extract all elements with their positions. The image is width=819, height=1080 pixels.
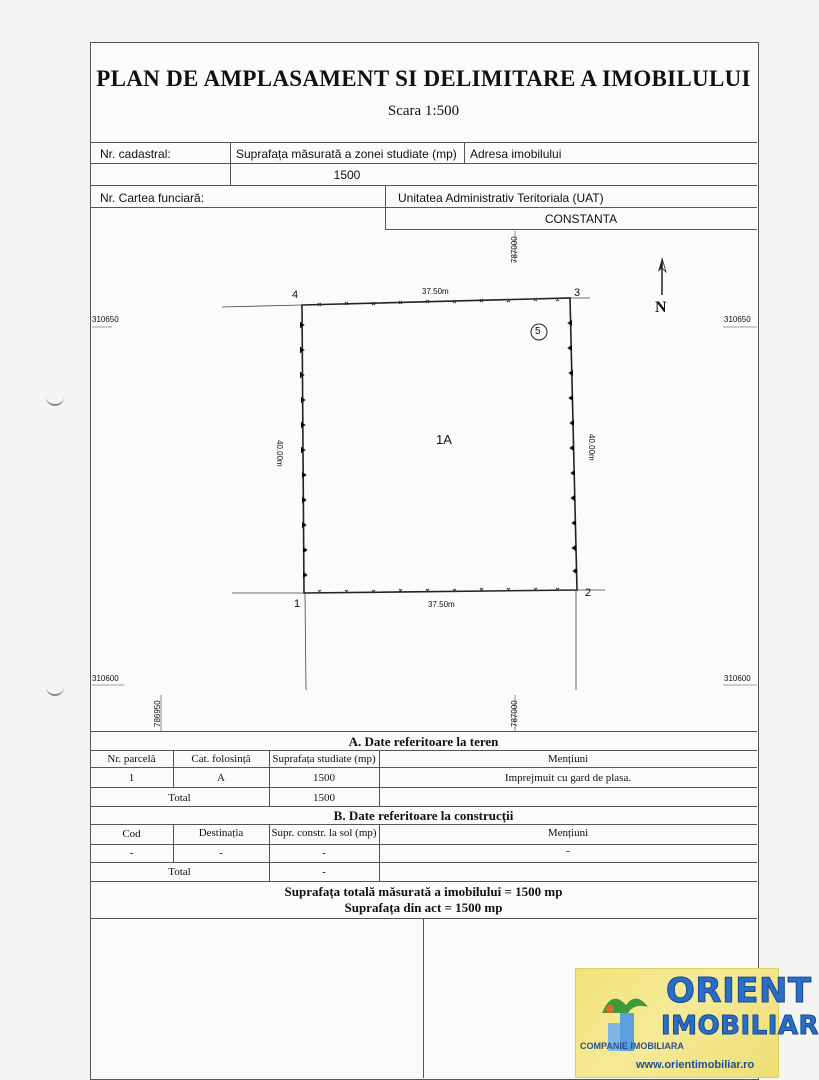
- section-a-total-label: Total: [168, 792, 191, 804]
- section-b-header-notes: Mențiuni: [547, 827, 589, 839]
- logo-orient: ORIENT: [666, 971, 812, 1011]
- uat-value: CONSTANTA: [544, 212, 618, 226]
- section-a-header-parcel: Nr. parcelă: [107, 753, 156, 765]
- coord-x-top: 787000: [510, 236, 519, 263]
- logo-company: COMPANIE IMOBILIARA: [580, 1041, 684, 1051]
- edge-top-length: 37.50m: [422, 287, 449, 296]
- section-b-total-value: -: [322, 866, 326, 878]
- page-title: PLAN DE AMPLASAMENT SI DELIMITARE A IMOBILULUI: [96, 66, 751, 91]
- vertex-1: 1: [294, 598, 301, 610]
- company-logo: [575, 968, 819, 1078]
- vertex-2: 2: [585, 587, 592, 599]
- section-b-header-surface: Supr. constr. la sol (mp): [271, 827, 377, 839]
- vertex-3: 3: [574, 287, 581, 299]
- section-a-header-surface: Suprafața studiate (mp): [272, 753, 376, 765]
- surface-label: Suprafața măsurată a zonei studiate (mp): [236, 147, 457, 161]
- vertex-4: 4: [292, 289, 299, 301]
- section-b-cell-code: -: [129, 847, 134, 859]
- coord-x-left: 786950: [153, 700, 162, 727]
- section-a-title: A. Date referitoare la teren: [348, 734, 499, 749]
- logo-website: www.orientimobiliar.ro: [636, 1059, 755, 1071]
- coord-bottom-right: 310600: [724, 674, 751, 683]
- summary-total: Suprafața totală măsurată a imobilului = 1500 mp: [284, 884, 563, 899]
- section-b-total-label: Total: [168, 866, 191, 878]
- section-b-header-code: Cod: [122, 828, 141, 840]
- uat-label: Unitatea Administrativ Teritoriala (UAT): [398, 191, 604, 205]
- section-b-cell-notes: -: [566, 845, 570, 857]
- section-a-header-notes: Mențiuni: [547, 753, 589, 765]
- section-a-cell-parcel: 1: [128, 772, 135, 784]
- coord-x-bottom: 787000: [510, 700, 519, 727]
- edge-left-length: 40.00m: [275, 440, 284, 467]
- coord-bottom-left: 310600: [92, 674, 119, 683]
- cadastral-label: Nr. cadastral:: [100, 147, 171, 161]
- section-a-cell-surface: 1500: [313, 772, 335, 784]
- section-b-title: B. Date referitoare la construcții: [333, 808, 514, 823]
- edge-bottom-length: 37.50m: [428, 600, 455, 609]
- surface-value: 1500: [333, 168, 361, 182]
- grid-line: [222, 305, 302, 307]
- section-a-cell-category: A: [217, 772, 225, 784]
- north-arrow-icon: [658, 258, 666, 295]
- section-a-cell-notes: Imprejmuit cu gard de plasa.: [504, 772, 632, 784]
- edge-right-length: 40.00m: [587, 434, 596, 461]
- coord-top-right: 310650: [724, 315, 751, 324]
- grid-line: [305, 593, 306, 690]
- address-label: Adresa imobilului: [470, 147, 562, 161]
- scale-label: Scara 1:500: [387, 103, 460, 119]
- north-label: N: [655, 299, 667, 316]
- parcel-label: 1A: [436, 432, 452, 447]
- section-b-cell-destination: -: [219, 847, 223, 859]
- parcel-marker-number: 5: [535, 326, 541, 337]
- section-b-header-destination: Destinația: [198, 827, 244, 839]
- logo-imobiliar: IMOBILIAR: [661, 1011, 819, 1041]
- coord-top-left: 310650: [92, 315, 119, 324]
- section-a-header-category: Cat. folosință: [191, 753, 251, 765]
- section-a-total-value: 1500: [313, 792, 335, 804]
- summary-act: Suprafața din act = 1500 mp: [344, 900, 503, 915]
- section-b-cell-surface: -: [322, 847, 326, 859]
- carte-funciara-label: Nr. Cartea funciară:: [100, 191, 205, 205]
